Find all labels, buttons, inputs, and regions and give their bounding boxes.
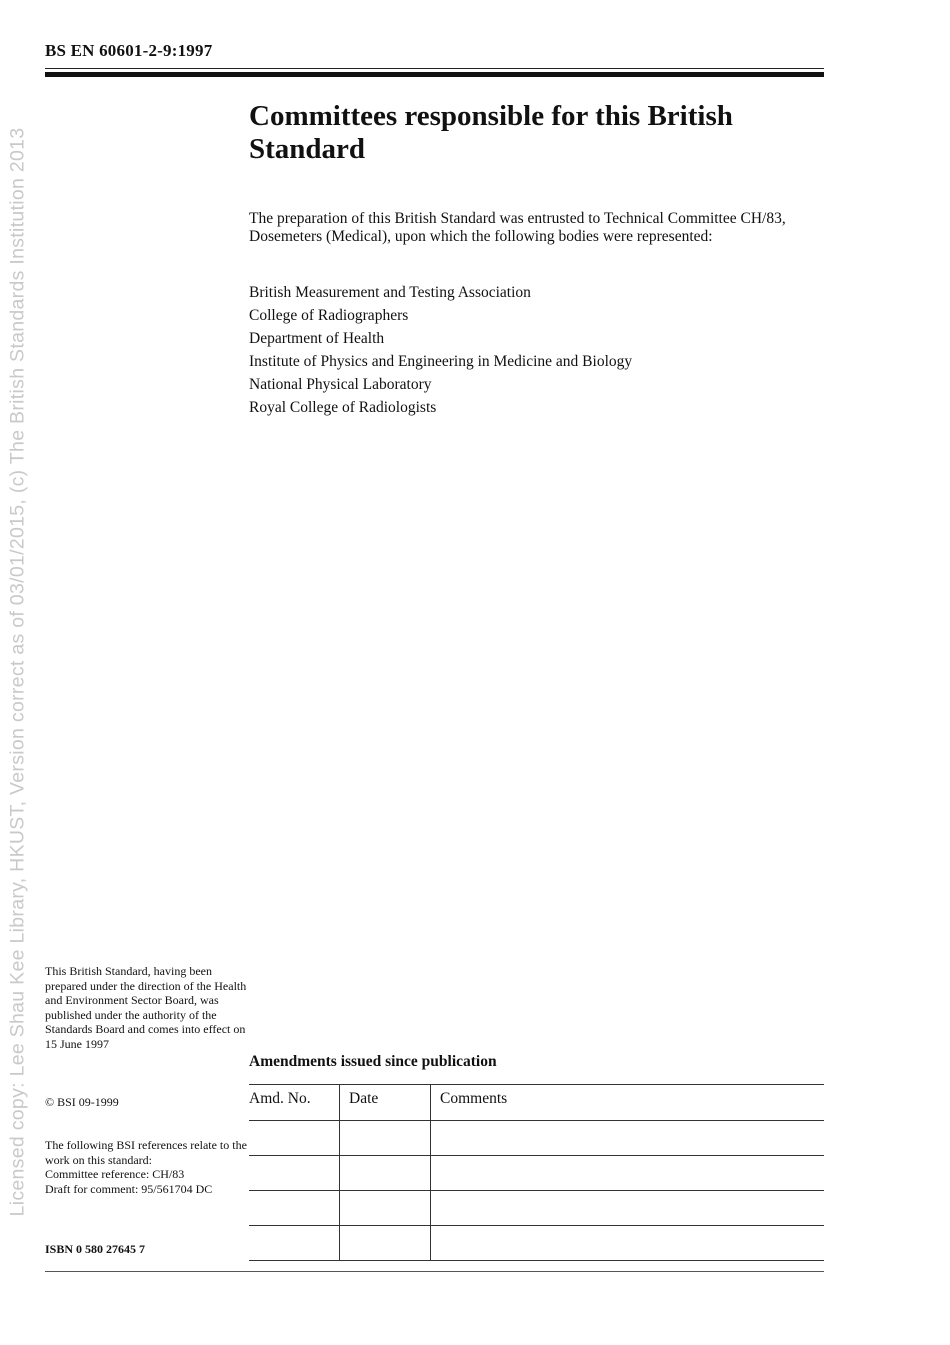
list-item: British Measurement and Testing Association [249, 284, 531, 301]
table-cell [340, 1156, 431, 1191]
license-watermark: Licensed copy: Lee Shau Kee Library, HKUST, Version correct as of 03/01/2015, (c) The British Standards Institution 2013 [6, 127, 29, 1217]
table-cell [431, 1226, 825, 1261]
list-item: College of Radiographers [249, 307, 409, 324]
copyright-notice: © BSI 09-1999 [45, 1095, 119, 1109]
draft-reference: Draft for comment: 95/561704 DC [45, 1181, 213, 1196]
list-item: National Physical Laboratory [249, 376, 432, 393]
table-cell [340, 1121, 431, 1156]
footer-rule [45, 1271, 824, 1272]
table-row [249, 1191, 824, 1226]
intro-paragraph: The preparation of this British Standard was entrusted to Technical Committee CH/83, Dosemeters (Medical), upon which the following bodies were represented: [249, 210, 786, 245]
header-rule-thin [45, 68, 824, 69]
represented-bodies-list [249, 281, 632, 419]
page-title: Committees responsible for this British Standard [249, 100, 733, 165]
publication-note-text: This British Standard, having been prepared under the direction of the Health and Environment Sector Board, was published under the authority of the Standards Board and comes into effect on [45, 964, 247, 1036]
table-cell [249, 1156, 340, 1191]
table-cell [249, 1191, 340, 1226]
table-cell [431, 1121, 825, 1156]
references-intro: The following BSI references relate to the work on this standard: [45, 1138, 247, 1167]
bsi-references [45, 1138, 250, 1196]
table-row [249, 1156, 824, 1191]
list-item: Institute of Physics and Engineering in Medicine and Biology [249, 353, 633, 370]
column-header-amd-no: Amd. No. [249, 1085, 340, 1121]
column-header-date: Date [340, 1085, 431, 1121]
table-cell [431, 1191, 825, 1226]
table-row [249, 1226, 824, 1261]
table-cell [340, 1191, 431, 1226]
document-id: BS EN 60601-2-9:1997 [45, 41, 213, 60]
list-item: Royal College of Radiologists [249, 399, 437, 416]
table-row [249, 1121, 824, 1156]
table-header-row [249, 1085, 824, 1121]
table-cell [340, 1226, 431, 1261]
effective-date: 15 June 1997 [45, 1036, 109, 1051]
table-cell [249, 1226, 340, 1261]
amendments-title: Amendments issued since publication [249, 1053, 497, 1070]
publication-note [45, 964, 250, 1051]
table-cell [431, 1156, 825, 1191]
amendments-table [249, 1084, 824, 1261]
list-item: Department of Health [249, 330, 385, 347]
column-header-comments: Comments [431, 1085, 825, 1121]
table-cell [249, 1121, 340, 1156]
committee-reference: Committee reference: CH/83 [45, 1167, 185, 1181]
isbn: ISBN 0 580 27645 7 [45, 1242, 146, 1256]
header-rule-thick [45, 72, 824, 77]
